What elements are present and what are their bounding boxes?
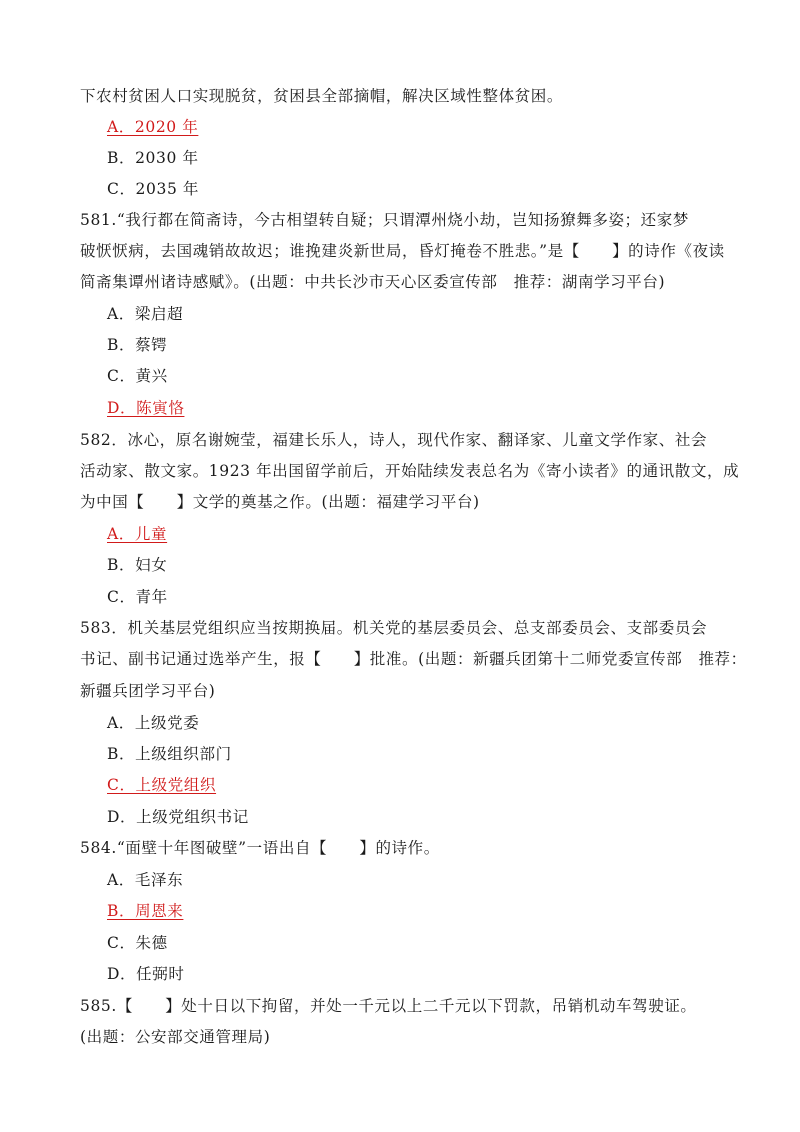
question-text-line: 新疆兵团学习平台) [80, 682, 216, 700]
question-text-line: 活动家、散文家。1923 年出国留学前后，开始陆续发表总名为《寄小读者》的通讯散文，成 [80, 462, 740, 480]
question-text-line: 584.“面壁十年图破壁”一语出自【 】的诗作。 [80, 839, 440, 857]
answer-option: C．2035 年 [107, 180, 200, 198]
question-text-line: 简斋集谭州诸诗感赋》。(出题：中共长沙市天心区委宣传部 推荐：湖南学习平台) [80, 273, 666, 291]
question-text-line: 破恹恹病，去国魂销故故迟；谁挽建炎新世局，昏灯掩卷不胜悲。”是【 】的诗作《夜读 [80, 242, 725, 260]
answer-option: C．青年 [107, 588, 168, 606]
answer-option: B．周恩来 [107, 902, 184, 920]
answer-option: A．儿童 [107, 525, 168, 543]
answer-option: B．2030 年 [107, 149, 199, 167]
answer-option: A．2020 年 [107, 118, 199, 136]
question-text-line: (出题：公安部交通管理局) [80, 1028, 271, 1046]
answer-option: A．毛泽东 [107, 871, 184, 889]
question-text-line: 583．机关基层党组织应当按期换届。机关党的基层委员会、总支部委员会、支部委员会 [80, 619, 708, 637]
answer-option: B．蔡锷 [107, 336, 168, 354]
answer-option: C．黄兴 [107, 367, 168, 385]
answer-option: B．上级组织部门 [107, 745, 232, 763]
answer-option: B．妇女 [107, 556, 168, 574]
answer-option: D．陈寅恪 [107, 399, 185, 417]
answer-option: D．任弼时 [107, 965, 185, 983]
question-text-line: 581.“我行都在简斋诗，今古相望转自疑；只谓潭州烧小劫，岂知扬獠舞多姿；还家梦 [80, 211, 689, 229]
answer-option: C．朱德 [107, 934, 168, 952]
question-text-line: 为中国【 】文学的奠基之作。(出题：福建学习平台) [80, 493, 480, 511]
question-text-line: 582．冰心，原名谢婉莹，福建长乐人，诗人，现代作家、翻译家、儿童文学作家、社会 [80, 431, 708, 449]
answer-option: C．上级党组织 [107, 776, 217, 794]
question-text-line: 书记、副书记通过选举产生，报【 】批准。(出题：新疆兵团第十二师党委宣传部 推荐： [80, 650, 747, 668]
answer-option: D．上级党组织书记 [107, 808, 249, 826]
answer-option: A．上级党委 [107, 714, 200, 732]
question-text-line: 下农村贫困人口实现脱贫，贫困县全部摘帽，解决区域性整体贫困。 [80, 87, 564, 105]
answer-option: A．梁启超 [107, 305, 184, 323]
question-text-line: 585.【 】处十日以下拘留，并处一千元以上二千元以下罚款，吊销机动车驾驶证。 [80, 997, 697, 1015]
